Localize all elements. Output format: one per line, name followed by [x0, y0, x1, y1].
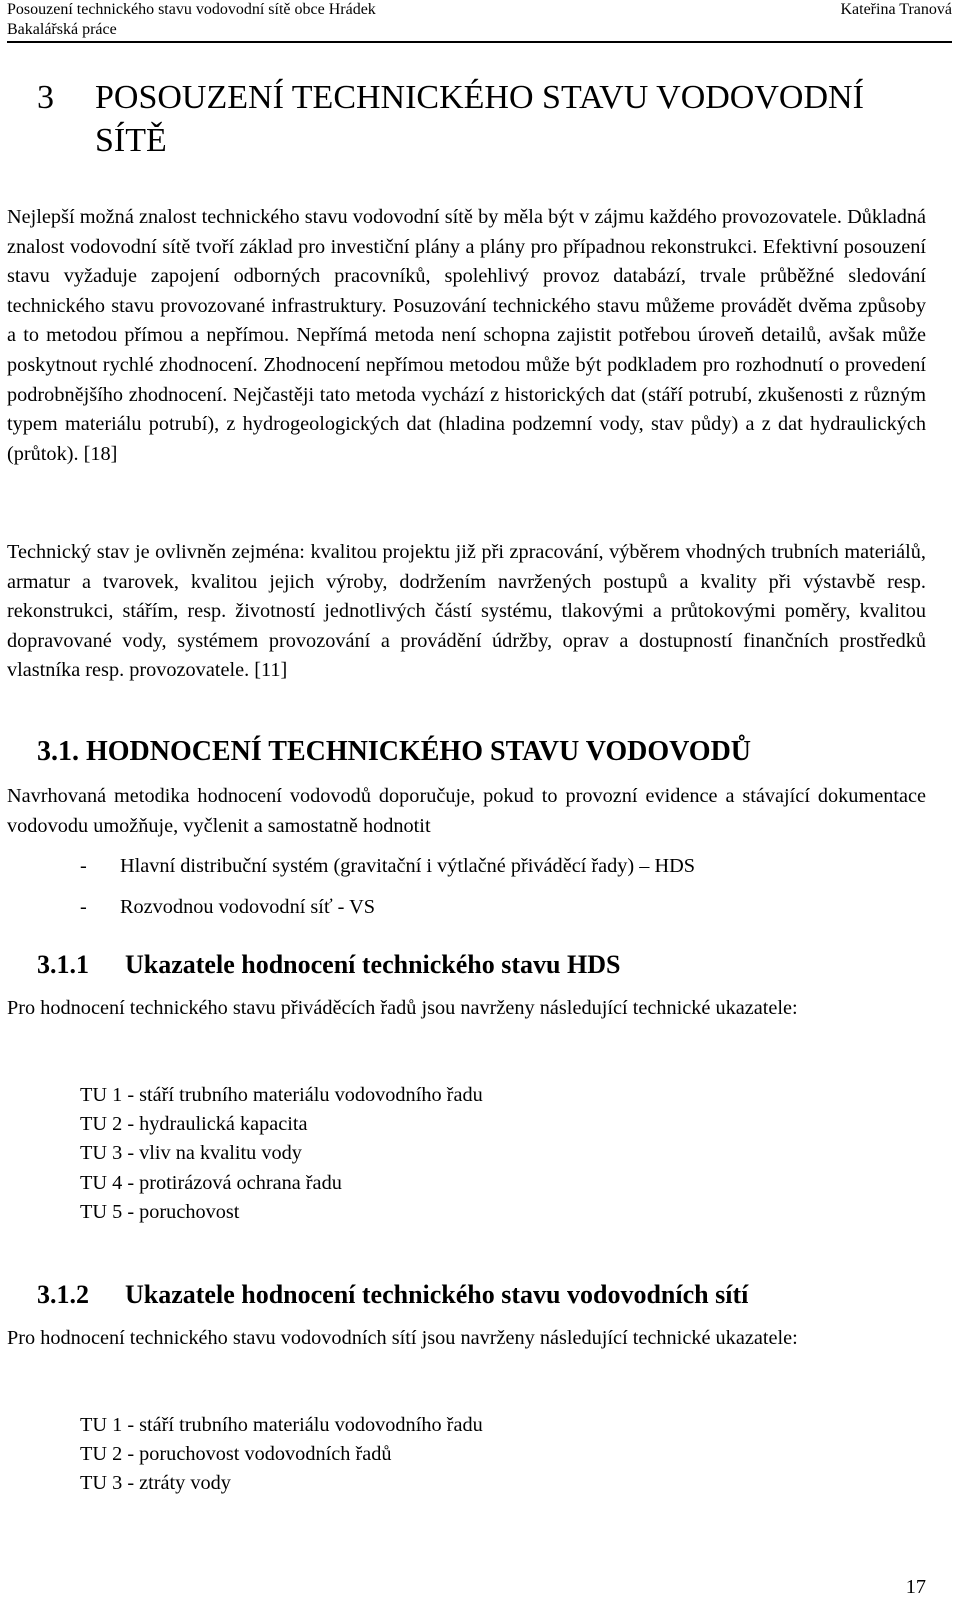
chapter-number: 3	[37, 79, 54, 116]
subsection-number: 3.1.2	[37, 1280, 89, 1309]
network-indicator-list	[80, 1411, 483, 1499]
list-item	[80, 846, 695, 887]
list-item-text: Rozvodnou vodovodní síť - VS	[120, 896, 376, 918]
list-dash: -	[80, 855, 87, 877]
subsection-title: Ukazatele hodnocení technického stavu vodovodních sítí	[125, 1280, 749, 1309]
list-item: TU 1 - stáří trubního materiálu vodovodního řadu	[80, 1084, 483, 1106]
subsection-title: Ukazatele hodnocení technického stavu HDS	[125, 950, 621, 979]
page-header	[7, 0, 952, 43]
list-item: TU 3 - vliv na kvalitu vody	[80, 1142, 302, 1165]
subsection-intro-hds: Pro hodnocení technického stavu přiváděcích řadů jsou navrženy následující technické ukazatele:	[7, 997, 798, 1019]
list-item: TU 3 - ztráty vody	[80, 1472, 231, 1495]
list-item-text: Hlavní distribuční systém (gravitační i výtlačné přiváděcí řady) – HDS	[120, 855, 696, 877]
list-dash: -	[80, 896, 87, 918]
paragraph-technical-state: Technický stav je ovlivněn zejména: kvalitou projektu již při zpracování, výběrem vhodných trubních materiálů, armatur a tvarovek, kvalitou jejich výroby, dodržením navržených postupů a kvality při výstavbě resp. rekonstrukci, stářím, resp. životností jednotlivých částí systému, tlakovými a průtokovými poměry, kvalitou dopravované vody, systémem provozování a provádění údržby, oprav a dostupností finančních prostředků vlastníka resp. provozovatele. [11]	[7, 541, 926, 682]
chapter-title: POSOUZENÍ TECHNICKÉHO STAVU VODOVODNÍ SÍTĚ	[95, 79, 864, 159]
list-item	[80, 887, 695, 928]
header-document-title: Posouzení technického stavu vodovodní sítě obce Hrádek	[7, 1, 376, 18]
section-heading: 3.1. HODNOCENÍ TECHNICKÉHO STAVU VODOVODŮ	[37, 736, 752, 767]
list-item: TU 2 - poruchovost vodovodních řadů	[80, 1443, 392, 1466]
list-item: TU 2 - hydraulická kapacita	[80, 1113, 308, 1136]
paragraph-intro: Nejlepší možná znalost technického stavu vodovodní sítě by měla být v zájmu každého provozovatele. Důkladná znalost vodovodní sítě tvoří základ pro investiční plány a plány pro případnou rekonstrukci. Efektivní posouzení stavu vyžaduje zapojení odborných pracovníků, spolehlivý provoz databází, trvale průběžné sledování technického stavu provozované infrastruktury. Posuzování technického stavu můžeme provádět dvěma způsoby a to metodou přímou a nepřímou. Nepřímá metoda není schopna zajistit potřebou úroveň detailů, avšak může poskytnout rychlé zhodnocení. Zhodnocení nepřímou metodou může být podkladem pro rozhodnutí o provedení podrobnějšího zhodnocení. Nejčastěji tato metoda vychází z historických dat (stáří potrubí, zkušenosti z různým typem materiálu potrubí), z hydrogeologických dat (hladina podzemní vody, stav půdy) a z dat hydraulických (průtok). [18]	[7, 206, 926, 465]
hds-indicator-list	[80, 1081, 483, 1227]
evaluation-parts-list	[80, 846, 695, 928]
header-left	[7, 0, 376, 40]
list-item: TU 1 - stáří trubního materiálu vodovodního řadu	[80, 1414, 483, 1436]
list-item: TU 4 - protirázová ochrana řadu	[80, 1171, 342, 1194]
header-document-type: Bakalářská práce	[7, 21, 117, 38]
list-item: TU 5 - poruchovost	[80, 1200, 240, 1223]
header-author: Kateřina Tranová	[840, 1, 952, 18]
section-intro: Navrhovaná metodika hodnocení vodovodů doporučuje, pokud to provozní evidence a stávající dokumentace vodovodu umožňuje, vyčlenit a samostatně hodnotit	[7, 785, 926, 837]
subsection-intro-networks: Pro hodnocení technického stavu vodovodních sítí jsou navrženy následující technické ukazatele:	[7, 1327, 798, 1349]
subsection-number: 3.1.1	[37, 950, 89, 979]
page-number: 17	[905, 1576, 926, 1598]
